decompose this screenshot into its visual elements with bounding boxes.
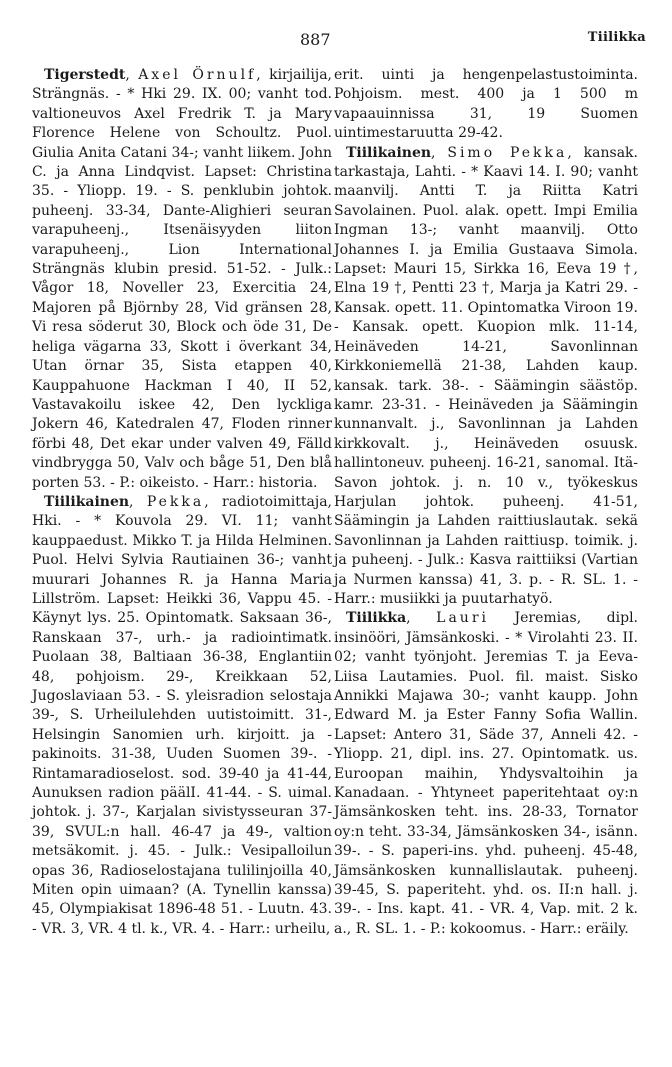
page-number: 887 [300,30,331,49]
entry-surname: Tiilikainen [44,493,130,510]
entry-given-name: Axel Örnulf [138,67,257,83]
entry-text: erit. uinti ja hengenpelastustoiminta. Pohjoism. mest. 400 ja 1 500 m vapaauinnissa 31, 19 Suomen uintimestaruutta 29-42. [334,67,638,142]
entry-given-name: Lauri [436,610,489,627]
biography-entry-continuation [334,66,638,144]
running-head: Tiilikka [587,30,646,45]
entry-text: , radiotoimittaja, Hki. - * Kouvola 29. VI. 11; vanht kauppaedust. Mikko T. ja Hilda Helminen. Puol. Helvi Sylvia Rautiainen 36-; vanht muurari Johannes R. ja Hanna Maria Lillström. Lapset: Heikki 36, Vappu 45. - Käynyt lys. 25. Opintomatk. Saksaan 36-, Ranskaan 37-, urh.- ja radiointimatk. Puolaan 38, Baltiaan 36-38, Englantiin 48, pohjoism. 29-, Kreikkaan 52, Jugoslaviaan 53. - S. yleisradion selostaja 39-, S. Urheilulehden uutistoimitt. 31-, Helsingin Sanomien urh. kirjoitt. ja -pakinoits. 31-38, Uuden Suomen 39-. - Rintamaradioselost. sod. 39-40 ja 41-44, Aunuksen radion päälI. 41-44. - S. uimal. johtok. j. 37-, Karjalan sivistysseuran 37-39, SVUL:n hall. 46-47 ja 49-, valtion metsäkomit. j. 45. - Julk.: Vesipalloilun opas 36, Radioselostajana tulilinjoilla 40, Miten opin uimaan? (A. Tynellin kanssa) 45, Olympiakisat 1896-48 51. - Luutn. 43. - VR. 3, VR. 4 tl. k., VR. 4. - Harr.: urheilu, [32,493,332,937]
biography-entry: Tiilikka, Lauri Jeremias, dipl. insinööri, Jämsänkoski. - * Virolahti 23. II. 02; vanht työnjoht. Jeremias T. ja Eeva-Liisa Lautamies. Puol. fil. maist. Sisko Annikki Majawa 30-; vanht kaupp. John Edward M. ja Ester Fanny Sofia Wallin. Lapset: Antero 31, Säde 37, Anneli 42. - Ylioрр. 21, dipl. ins. 27. Opintomatk. us. Euroopan maihin, Yhdysvaltoihin ja Kanadaan. - Yhtyneet paperitehtaat oy:n Jämsänkosken teht. ins. 28-33, Tornator oy:n teht. 33-34, Jämsänkosken 34-, isänn. 39-. - S. paperi-ins. yhd. puheenj. 45-48, Jämsänkosken kunnallislautak. puheenj. 39-45, S. paperiteht. yhd. os. II:n hall. j. 39-. - Ins. kapt. 41. - VR. 4, Vap. mit. 2 k. a., R. SL. 1. - P.: kokoomus. - Harr.: eräily. [334,610,638,937]
entry-text: , kansak. tarkastaja, Lahti. - * Kaavi 14. I. 90; vanht maanvilj. Antti T. ja Riitta Katri Savolainen. Puol. alak. opett. Impi Emilia Ingman 13-; vanht maanvilj. Otto Johannes I. ja Emilia Gustaava Simola. Lapset: Mauri 15, Sirkka 16, Eeva 19 †, Elna 19 †, Pentti 23 †, Marja ja Katri 29. - Kansak. opett. 11. Opintomatka Viroon 19. - Kansak. opett. Kuopion mlk. 11-14, Heinäveden 14-21, Savonlinnan Kirkkoniemellä 21-38, Lahden kaup. kansak. tark. 38-. - Säämingin säästöp. kamr. 23-31. - Heinäveden ja Säämingin kunnanvalt. j., Savonlinnan ja Lahden kirkkovalt. j., Heinäveden osuusk. hallintoneuv. puheenj. 16-21, sanomal. Itä-Savon johtok. j. n. 10 v., työkeskus Harjulan johtok. puheenj. 41-51, Säämingin ja Lahden raittiuslautak. sekä Savonlinnan ja Lahden raittiusp. toimik. j. ja puheenj. - Julk.: Kasva raittiiksi (Vartian ja Nurmen kanssa) 41, 3. p. - R. SL. 1. - Harr.: musiikki ja puutarhatyö. [334,144,638,607]
entry-surname: Tiilikainen [346,144,432,161]
entry-surname: Tiilikka [346,610,407,627]
entry-text: , kirjailija, Strängnäs. - * Hki 29. IX. 00; vanht tod. valtioneuvos Axel Fredrik T. ja Mary Florence Helene von Schoultz. Puol. Giulia Anita Catani 34-; vanht liikem. John C. ja Anna Lindqvist. Lapset: Christina 35. - Ylioрр. 19. - S. penklubin johtok. puheenj. 33-34, Dante-Alighieri seuran varapuheenj., Itsenäisyyden liiton varapuheenj., Lion International Strängnäs klubin presid. 51-52. - Julk.: Vågor 18, Noveller 23, Exercitia 24, Majoren på Björnby 28, Vid gränsen 28, Vi resa söderut 30, Block och öde 31, De heliga vägarna 33, Skott i överkant 34, Utan örnar 35, Sista etappen 40, Kauppahuone Hackman I 40, II 52, Vastavakoilu iskee 42, Den lyckliga Jokern 46, Katedralen 47, Floden rinner förbi 48, Det ekar under valven 49, Fälld vindbrygga 50, Valv och båge 51, Den blå porten 53. - P.: oikeisto. - Harr.: historia. [32,67,332,491]
biography-entry: Tiilikainen, Simo Pekka, kansak. tarkastaja, Lahti. - * Kaavi 14. I. 90; vanht maanvilj. Antti T. ja Riitta Katri Savolainen. Puol. alak. opett. Impi Emilia Ingman 13-; vanht maanvilj. Otto Johannes I. ja Emilia Gustaava Simola. Lapset: Mauri 15, Sirkka 16, Eeva 19 †, Elna 19 †, Pentti 23 †, Marja ja Katri 29. - Kansak. opett. 11. Opintomatka Viroon 19. - Kansak. opett. Kuopion mlk. 11-14, Heinäveden 14-21, Savonlinnan Kirkkoniemellä 21-38, Lahden kaup. kansak. tark. 38-. - Säämingin säästöp. kamr. 23-31. - Heinäveden ja Säämingin kunnanvalt. j., Savonlinnan ja Lahden kirkkovalt. j., Heinäveden osuusk. hallintoneuv. puheenj. 16-21, sanomal. Itä-Savon johtok. j. n. 10 v., työkeskus Harjulan johtok. puheenj. 41-51, Säämingin ja Lahden raittiuslautak. sekä Savonlinnan ja Lahden raittiusp. toimik. j. ja puheenj. - Julk.: Kasva raittiiksi (Vartian ja Nurmen kanssa) 41, 3. p. - R. SL. 1. - Harr.: musiikki ja puutarhatyö. [334,144,638,607]
entry-given-name: Simo Pekka [447,144,568,161]
entry-surname: Tigerstedt [44,67,126,83]
entry-given-name: Pekka [146,493,205,510]
entry-text: Jeremias, dipl. insinööri, Jämsänkoski. - * Virolahti 23. II. 02; vanht työnjoht. Jeremias T. ja Eeva-Liisa Lautamies. Puol. fil. maist. Sisko Annikki Majawa 30-; vanht kaupp. John Edward M. ja Ester Fanny Sofia Wallin. Lapset: Antero 31, Säde 37, Anneli 42. - Ylioрр. 21, dipl. ins. 27. Opintomatk. us. Euroopan maihin, Yhdysvaltoihin ja Kanadaan. - Yhtyneet paperitehtaat oy:n Jämsänkosken teht. ins. 28-33, Tornator oy:n teht. 33-34, Jämsänkosken 34-, isänn. 39-. - S. paperi-ins. yhd. puheenj. 45-48, Jämsänkosken kunnallislautak. puheenj. 39-45, S. paperiteht. yhd. os. II:n hall. j. 39-. - Ins. kapt. 41. - VR. 4, Vap. mit. 2 k. a., R. SL. 1. - P.: kokoomus. - Harr.: eräily. [334,610,638,937]
left-column [32,66,332,939]
page-header [0,30,672,54]
right-column [334,66,638,939]
biography-entry: Tiilikainen, Pekka, radiotoimittaja, Hki. - * Kouvola 29. VI. 11; vanht kauppaedust. Mikko T. ja Hilda Helminen. Puol. Helvi Sylvia Rautiainen 36-; vanht muurari Johannes R. ja Hanna Maria Lillström. Lapset: Heikki 36, Vappu 45. - Käynyt lys. 25. Opintomatk. Saksaan 36-, Ranskaan 37-, urh.- ja radiointimatk. Puolaan 38, Baltiaan 36-38, Englantiin 48, pohjoism. 29-, Kreikkaan 52, Jugoslaviaan 53. - S. yleisradion selostaja 39-, S. Urheilulehden uutistoimitt. 31-, Helsingin Sanomien urh. kirjoitt. ja -pakinoits. 31-38, Uuden Suomen 39-. - Rintamaradioselost. sod. 39-40 ja 41-44, Aunuksen radion päälI. 41-44. - S. uimal. johtok. j. 37-, Karjalan sivistysseuran 37-39, SVUL:n hall. 46-47 ja 49-, valtion metsäkomit. j. 45. - Julk.: Vesipalloilun opas 36, Radioselostajana tulilinjoilla 40, Miten opin uimaan? (A. Tynellin kanssa) 45, Olympiakisat 1896-48 51. - Luutn. 43. - VR. 3, VR. 4 tl. k., VR. 4. - Harr.: urheilu, [32,493,332,937]
biography-entry: Tigerstedt, Axel Örnulf, kirjailija, Strängnäs. - * Hki 29. IX. 00; vanht tod. valtioneuvos Axel Fredrik T. ja Mary Florence Helene von Schoultz. Puol. Giulia Anita Catani 34-; vanht liikem. John C. ja Anna Lindqvist. Lapset: Christina 35. - Ylioрр. 19. - S. penklubin johtok. puheenj. 33-34, Dante-Alighieri seuran varapuheenj., Itsenäisyyden liiton varapuheenj., Lion International Strängnäs klubin presid. 51-52. - Julk.: Vågor 18, Noveller 23, Exercitia 24, Majoren på Björnby 28, Vid gränsen 28, Vi resa söderut 30, Block och öde 31, De heliga vägarna 33, Skott i överkant 34, Utan örnar 35, Sista etappen 40, Kauppahuone Hackman I 40, II 52, Vastavakoilu iskee 42, Den lyckliga Jokern 46, Katedralen 47, Floden rinner förbi 48, Det ekar under valven 49, Fälld vindbrygga 50, Valv och båge 51, Den blå porten 53. - P.: oikeisto. - Harr.: historia. [32,67,332,491]
